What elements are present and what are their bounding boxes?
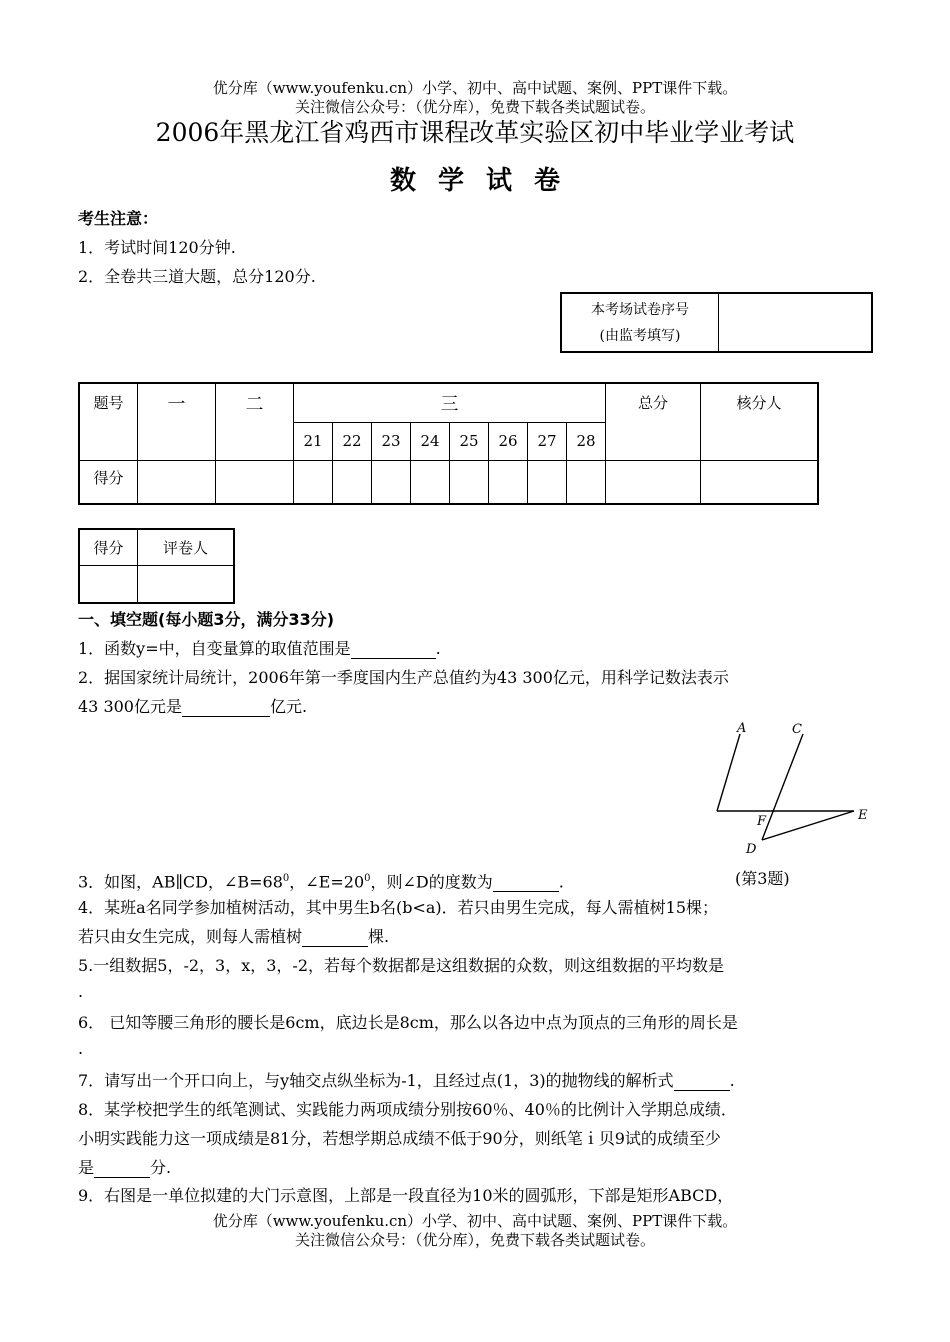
serial-number-box <box>560 292 873 353</box>
header-section-three: 三 <box>294 383 606 422</box>
question-6: 6． 已知等腰三角形的腰长是6cm，底边长是8cm，那么以各边中点为顶点的三角形的周长是 <box>78 1013 738 1032</box>
exam-title: 2006年黑龙江省鸡西市课程改革实验区初中毕业学业考试 <box>155 118 795 147</box>
q2-answer-blank[interactable] <box>182 716 270 717</box>
footer-ad-line1: 优分库（www.youfenku.cn）小学、初中、高中试题、案例、PPT课件下载。 <box>212 1212 738 1230</box>
q7-answer-blank[interactable] <box>674 1090 730 1091</box>
line-cd <box>762 734 803 840</box>
question-7 <box>78 1071 735 1091</box>
q5-answer-dot: . <box>78 982 84 1001</box>
q3-post: ，则∠D的度数为 <box>370 872 493 892</box>
notice-item-1: 1．考试时间120分钟. <box>78 238 236 257</box>
header-q27: 27 <box>528 422 567 460</box>
footer-ad-line2: 关注微信公众号：（优分库），免费下载各类试题试卷。 <box>294 1231 655 1249</box>
question-1 <box>78 639 441 659</box>
header-q22: 22 <box>333 422 372 460</box>
grader-name-cell[interactable] <box>138 565 235 603</box>
score-table <box>78 382 819 505</box>
serial-label-2: (由监考填写) <box>599 327 681 344</box>
line-de <box>762 811 854 840</box>
line-ab <box>717 734 740 811</box>
grader-header-score: 得分 <box>79 529 138 565</box>
q7-end: . <box>729 1071 735 1090</box>
header-q25: 25 <box>450 422 489 460</box>
score-cell-q22[interactable] <box>333 460 372 504</box>
notice-heading: 考生注意： <box>78 209 159 228</box>
notice-item-2: 2．全卷共三道大题，总分120分. <box>78 267 316 286</box>
score-cell-q28[interactable] <box>567 460 606 504</box>
score-cell-q23[interactable] <box>372 460 411 504</box>
header-section-two: 二 <box>216 383 294 460</box>
q2-pre: 43 300亿元是 <box>78 697 182 716</box>
header-q23: 23 <box>372 422 411 460</box>
q3-end: . <box>558 872 564 892</box>
q2-post: 亿元. <box>270 697 308 716</box>
q4-answer-blank[interactable] <box>302 946 368 947</box>
question-8-line2: 小明实践能力这一项成绩是81分，若想学期总成绩不低于90分，则纸笔ｉ贝9试的成绩至少 <box>78 1129 721 1148</box>
label-e: E <box>858 808 868 823</box>
grader-box <box>78 528 235 604</box>
q3-degree-1: 0 <box>282 873 290 884</box>
q4-pre: 若只由女生完成，则每人需植树 <box>78 927 303 946</box>
score-cell-q25[interactable] <box>450 460 489 504</box>
header-q24: 24 <box>411 422 450 460</box>
header-ad-line2: 关注微信公众号：（优分库），免费下载各类试题试卷。 <box>294 98 655 116</box>
q3-answer-blank[interactable] <box>493 891 559 892</box>
question-9: 9．右图是一单位拟建的大门示意图，上部是一段直径为10米的圆弧形，下部是矩形ABCD， <box>78 1186 734 1205</box>
header-checker: 核分人 <box>701 383 819 460</box>
score-cell-q26[interactable] <box>489 460 528 504</box>
q3-figure <box>705 715 880 860</box>
question-8-line1: 8．某学校把学生的纸笔测试、实践能力两项成绩分别按60％、40％的比例计入学期总成绩． <box>78 1100 737 1119</box>
q3-mid: ，∠E=20 <box>289 872 365 892</box>
score-cell-two[interactable] <box>216 460 294 504</box>
score-cell-q24[interactable] <box>411 460 450 504</box>
q3-figure-caption: (第3题) <box>735 869 790 888</box>
question-5: 5.一组数据5，-2，3，x，3，-2，若每个数据都是这组数据的众数，则这组数据的平均数是 <box>78 956 725 975</box>
q6-answer-dot: . <box>78 1039 84 1058</box>
header-total: 总分 <box>606 383 701 460</box>
score-cell-q27[interactable] <box>528 460 567 504</box>
label-d: D <box>746 842 757 857</box>
grader-header-grader: 评卷人 <box>138 529 235 565</box>
serial-label-cell <box>561 293 719 352</box>
question-4-line1: 4．某班a名同学参加植树活动，其中男生b名(b<a)．若只由男生完成，每人需植树15棵； <box>78 898 718 917</box>
header-section-one: 一 <box>138 383 216 460</box>
grader-score-cell[interactable] <box>79 565 138 603</box>
label-c: C <box>792 722 802 737</box>
row-label-score: 得分 <box>79 460 138 504</box>
header-q28: 28 <box>567 422 606 460</box>
score-cell-total[interactable] <box>606 460 701 504</box>
q1-text: 1．函数y=中，自变量算的取值范围是 <box>78 639 351 658</box>
header-q21: 21 <box>294 422 333 460</box>
q8-post: 分. <box>150 1158 172 1177</box>
exam-subtitle: 数学试卷 <box>389 166 582 196</box>
q3-degree-2: 0 <box>364 873 371 884</box>
question-2-line1: 2．据国家统计局统计，2006年第一季度国内生产总值约为43 300亿元，用科学记数法表示 <box>78 668 729 687</box>
q7-pre: 7．请写出一个开口向上，与y轴交点纵坐标为-1，且经过点(1，3)的抛物线的解析式 <box>78 1071 674 1090</box>
q8-pre: 是 <box>78 1158 95 1177</box>
serial-label-1: 本考场试卷序号 <box>591 301 689 318</box>
q3-pre: 3．如图，AB∥CD，∠B=68 <box>78 872 283 892</box>
header-question-number: 题号 <box>79 383 138 460</box>
q4-post: 棵. <box>368 927 390 946</box>
header-q26: 26 <box>489 422 528 460</box>
label-f: F <box>757 814 767 829</box>
q1-end: . <box>435 639 441 658</box>
question-3 <box>78 869 564 892</box>
question-2-line2 <box>78 697 307 717</box>
q1-answer-blank[interactable] <box>351 658 436 659</box>
question-8-line3 <box>78 1158 171 1178</box>
score-cell-one[interactable] <box>138 460 216 504</box>
label-a: A <box>737 721 747 736</box>
serial-input-cell[interactable] <box>719 293 873 352</box>
score-cell-checker[interactable] <box>701 460 819 504</box>
section1-heading: 一、填空题(每小题3分，满分33分) <box>78 610 335 629</box>
q8-answer-blank[interactable] <box>94 1177 150 1178</box>
score-cell-q21[interactable] <box>294 460 333 504</box>
question-4-line2 <box>78 927 389 947</box>
header-ad-line1: 优分库（www.youfenku.cn）小学、初中、高中试题、案例、PPT课件下载。 <box>212 79 738 97</box>
